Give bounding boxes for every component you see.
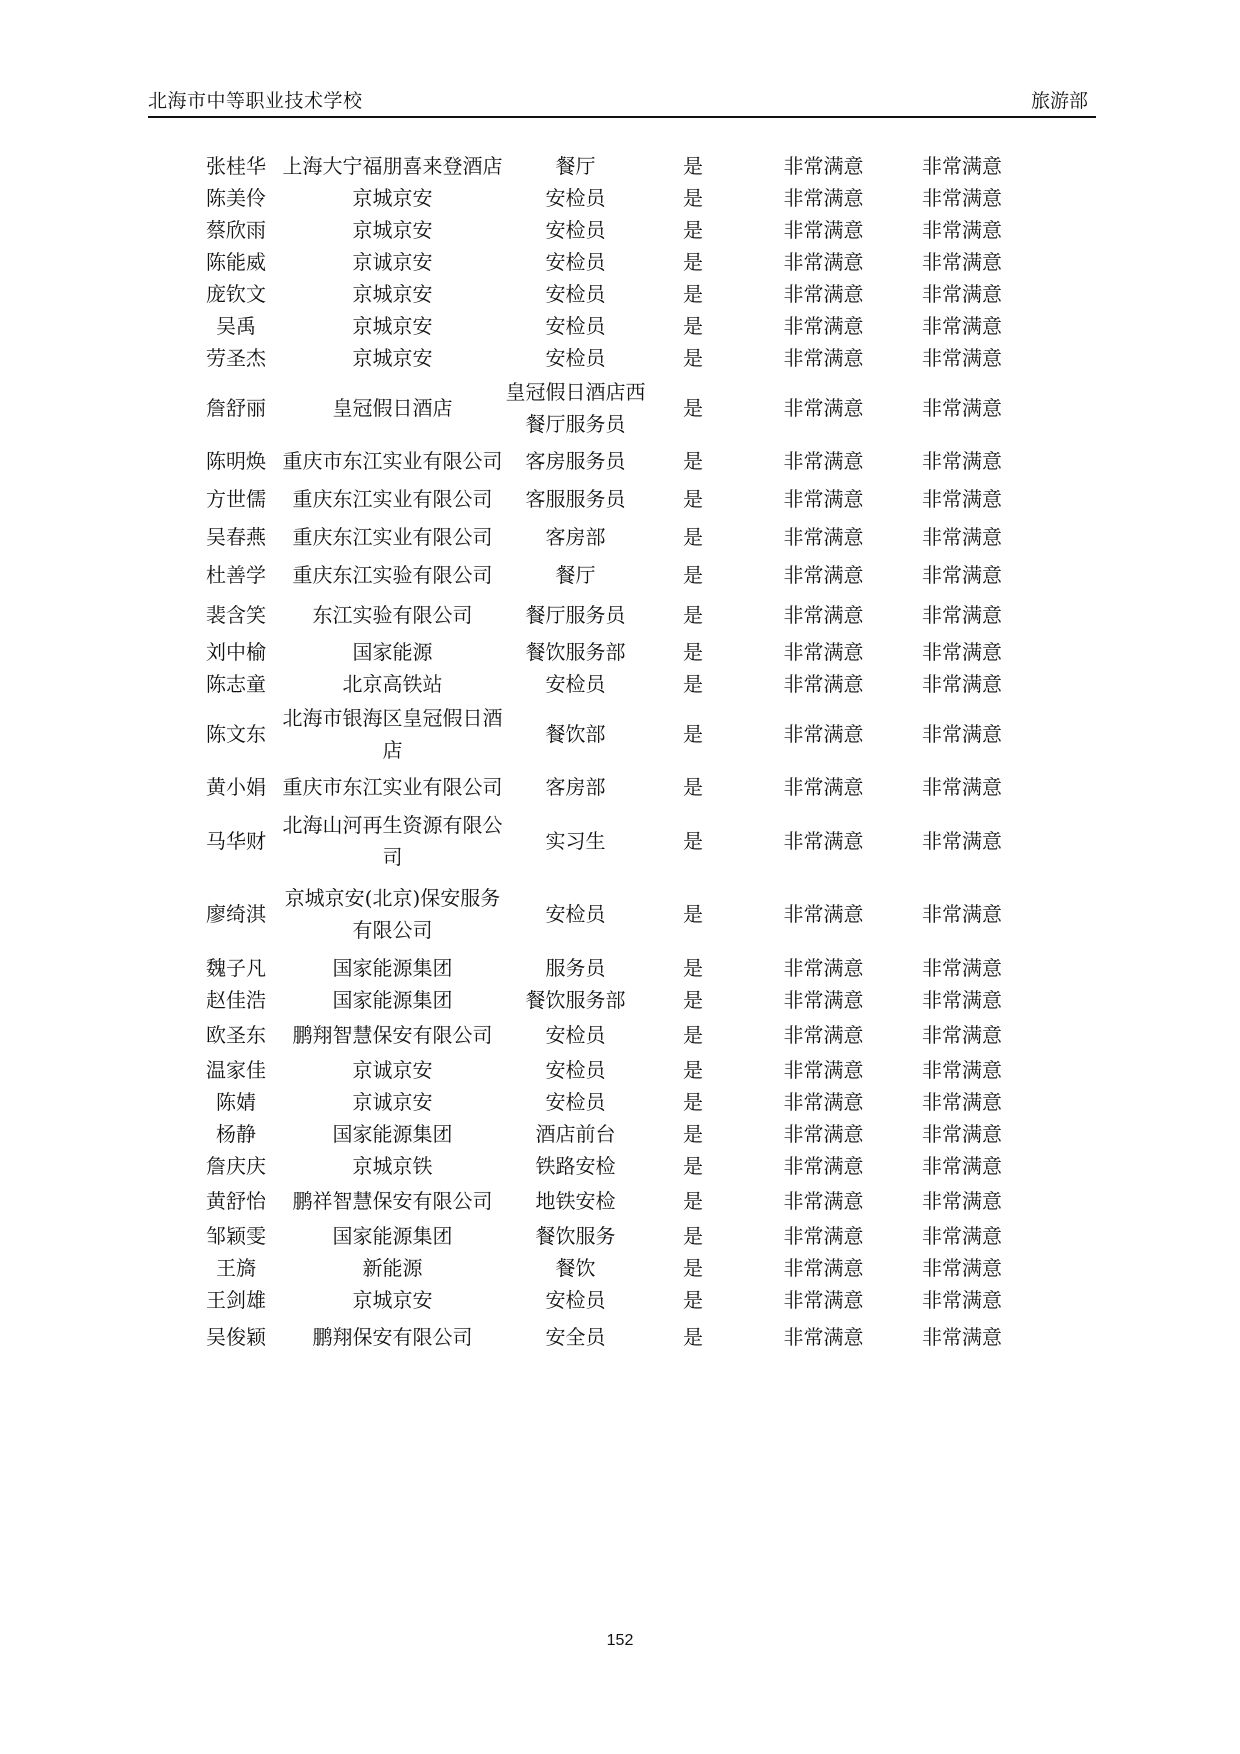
satisfaction-cell: 非常满意 <box>783 449 864 473</box>
position-cell: 安检员 <box>545 902 606 926</box>
satisfaction-cell: 非常满意 <box>922 525 1002 549</box>
table-row <box>190 1182 1015 1220</box>
table-row <box>190 806 1015 876</box>
major-match-cell: 是 <box>683 603 703 627</box>
position-cell: 客房服务员 <box>525 449 626 473</box>
satisfaction-cell: 非常满意 <box>922 487 1002 511</box>
major-match-cell: 是 <box>683 1058 703 1082</box>
company-cell: 京诚京安 <box>352 1058 433 1082</box>
name-cell: 陈美伶 <box>206 186 266 210</box>
satisfaction-cell: 非常满意 <box>783 603 864 627</box>
position-cell: 客房部 <box>545 775 606 799</box>
satisfaction-cell: 非常满意 <box>922 346 1002 370</box>
major-match-cell: 是 <box>683 902 703 926</box>
position-cell: 安检员 <box>545 218 606 242</box>
table-row <box>190 636 1015 668</box>
satisfaction-cell: 非常满意 <box>783 154 864 178</box>
table-row <box>190 594 1015 636</box>
table-row <box>190 374 1015 442</box>
satisfaction-cell: 非常满意 <box>922 672 1002 696</box>
company-cell: 国家能源集团 <box>332 988 453 1012</box>
major-match-cell: 是 <box>683 525 703 549</box>
name-cell: 吴春燕 <box>206 525 266 549</box>
major-match-cell: 是 <box>683 775 703 799</box>
position-cell: 安检员 <box>545 1288 606 1312</box>
position-cell: 地铁安检 <box>535 1189 616 1213</box>
satisfaction-cell: 非常满意 <box>783 250 864 274</box>
satisfaction-cell: 非常满意 <box>783 525 864 549</box>
position-cell: 安检员 <box>545 1023 606 1047</box>
table-row <box>190 1054 1015 1086</box>
table-row <box>190 278 1015 310</box>
table-row <box>190 182 1015 214</box>
table-row <box>190 246 1015 278</box>
satisfaction-cell: 非常满意 <box>922 563 1002 587</box>
company-cell: 重庆市东江实业有限公司 <box>282 449 503 473</box>
satisfaction-cell: 非常满意 <box>922 1090 1002 1114</box>
company-cell: 国家能源集团 <box>332 1224 453 1248</box>
company-cell: 京城京安 <box>352 314 433 338</box>
major-match-cell: 是 <box>683 282 703 306</box>
position-cell: 安检员 <box>545 1058 606 1082</box>
position-cell: 安检员 <box>545 346 606 370</box>
company-cell: 新能源 <box>362 1256 423 1280</box>
position-cell: 餐厅 <box>555 154 596 178</box>
satisfaction-cell: 非常满意 <box>922 722 1002 746</box>
company-cell: 京城京安 <box>352 346 433 370</box>
name-cell: 吴禹 <box>216 314 256 338</box>
table-row <box>190 1086 1015 1118</box>
company-cell: 鹏翔智慧保安有限公司 <box>292 1023 493 1047</box>
company-cell: 京城京安 <box>352 282 433 306</box>
name-cell: 陈志童 <box>206 672 266 696</box>
position-cell: 餐饮部 <box>545 722 606 746</box>
table-row <box>190 342 1015 374</box>
company-cell: 京诚京安 <box>352 1090 433 1114</box>
page-number: 152 <box>606 1632 634 1649</box>
position-cell: 安检员 <box>545 314 606 338</box>
major-match-cell: 是 <box>683 1224 703 1248</box>
name-cell: 杜善学 <box>206 563 266 587</box>
position-cell: 安检员 <box>545 672 606 696</box>
company-cell: 上海大宁福朋喜来登酒店 <box>282 154 503 178</box>
satisfaction-cell: 非常满意 <box>783 487 864 511</box>
name-cell: 马华财 <box>206 829 266 853</box>
name-cell: 裴含笑 <box>206 603 266 627</box>
name-cell: 黄小娟 <box>206 775 266 799</box>
company-cell: 东江实验有限公司 <box>312 603 473 627</box>
satisfaction-cell: 非常满意 <box>783 346 864 370</box>
name-cell: 温家佳 <box>206 1058 266 1082</box>
major-match-cell: 是 <box>683 829 703 853</box>
table-row <box>190 518 1015 556</box>
name-cell: 詹舒丽 <box>206 396 266 420</box>
name-cell: 魏子凡 <box>206 956 266 980</box>
satisfaction-cell: 非常满意 <box>783 672 864 696</box>
position-cell: 安全员 <box>545 1325 606 1349</box>
major-match-cell: 是 <box>683 722 703 746</box>
graduate-employment-table <box>190 150 1015 1358</box>
satisfaction-cell: 非常满意 <box>922 1288 1002 1312</box>
name-cell: 王剑雄 <box>206 1288 266 1312</box>
name-cell: 邹颖雯 <box>206 1224 266 1248</box>
satisfaction-cell: 非常满意 <box>783 563 864 587</box>
major-match-cell: 是 <box>683 250 703 274</box>
position-cell: 餐饮 <box>555 1256 596 1280</box>
major-match-cell: 是 <box>683 1122 703 1146</box>
company-cell: 北海山河再生资源有限公司 <box>282 813 503 869</box>
name-cell: 陈能威 <box>206 250 266 274</box>
major-match-cell: 是 <box>683 988 703 1012</box>
department-name: 旅游部 <box>1030 90 1088 112</box>
name-cell: 吴俊颖 <box>206 1325 266 1349</box>
position-cell: 酒店前台 <box>535 1122 616 1146</box>
satisfaction-cell: 非常满意 <box>922 396 1002 420</box>
position-cell: 安检员 <box>545 186 606 210</box>
satisfaction-cell: 非常满意 <box>922 603 1002 627</box>
major-match-cell: 是 <box>683 956 703 980</box>
satisfaction-cell: 非常满意 <box>922 775 1002 799</box>
major-match-cell: 是 <box>683 218 703 242</box>
position-cell: 安检员 <box>545 1090 606 1114</box>
table-row <box>190 952 1015 984</box>
company-cell: 皇冠假日酒店 <box>332 396 453 420</box>
position-cell: 实习生 <box>545 829 606 853</box>
major-match-cell: 是 <box>683 1189 703 1213</box>
satisfaction-cell: 非常满意 <box>922 1325 1002 1349</box>
table-row <box>190 1284 1015 1316</box>
major-match-cell: 是 <box>683 186 703 210</box>
satisfaction-cell: 非常满意 <box>922 988 1002 1012</box>
satisfaction-cell: 非常满意 <box>783 1325 864 1349</box>
satisfaction-cell: 非常满意 <box>922 218 1002 242</box>
name-cell: 陈文东 <box>206 722 266 746</box>
satisfaction-cell: 非常满意 <box>783 956 864 980</box>
satisfaction-cell: 非常满意 <box>783 186 864 210</box>
satisfaction-cell: 非常满意 <box>922 186 1002 210</box>
satisfaction-cell: 非常满意 <box>783 1224 864 1248</box>
company-cell: 北海市银海区皇冠假日酒店 <box>282 706 503 762</box>
satisfaction-cell: 非常满意 <box>783 722 864 746</box>
satisfaction-cell: 非常满意 <box>922 902 1002 926</box>
satisfaction-cell: 非常满意 <box>922 1023 1002 1047</box>
major-match-cell: 是 <box>683 563 703 587</box>
satisfaction-cell: 非常满意 <box>922 829 1002 853</box>
satisfaction-cell: 非常满意 <box>783 829 864 853</box>
company-cell: 京城京铁 <box>352 1154 433 1178</box>
satisfaction-cell: 非常满意 <box>922 250 1002 274</box>
name-cell: 刘中榆 <box>206 640 266 664</box>
name-cell: 赵佳浩 <box>206 988 266 1012</box>
satisfaction-cell: 非常满意 <box>922 1058 1002 1082</box>
major-match-cell: 是 <box>683 1154 703 1178</box>
satisfaction-cell: 非常满意 <box>783 1189 864 1213</box>
satisfaction-cell: 非常满意 <box>922 1189 1002 1213</box>
satisfaction-cell: 非常满意 <box>783 775 864 799</box>
satisfaction-cell: 非常满意 <box>783 640 864 664</box>
table-row <box>190 310 1015 342</box>
satisfaction-cell: 非常满意 <box>783 218 864 242</box>
position-cell: 客服服务员 <box>525 487 626 511</box>
position-cell: 皇冠假日酒店西餐厅服务员 <box>505 380 646 436</box>
satisfaction-cell: 非常满意 <box>783 902 864 926</box>
table-row <box>190 442 1015 480</box>
company-cell: 京城京安 <box>352 1288 433 1312</box>
name-cell: 杨静 <box>216 1122 256 1146</box>
satisfaction-cell: 非常满意 <box>783 1154 864 1178</box>
company-cell: 国家能源 <box>352 640 433 664</box>
table-row <box>190 214 1015 246</box>
major-match-cell: 是 <box>683 314 703 338</box>
position-cell: 餐饮服务部 <box>525 988 626 1012</box>
name-cell: 庞钦文 <box>206 282 266 306</box>
table-row <box>190 1016 1015 1054</box>
name-cell: 王旖 <box>216 1256 256 1280</box>
major-match-cell: 是 <box>683 1023 703 1047</box>
major-match-cell: 是 <box>683 346 703 370</box>
satisfaction-cell: 非常满意 <box>783 1256 864 1280</box>
name-cell: 张桂华 <box>206 154 266 178</box>
major-match-cell: 是 <box>683 672 703 696</box>
table-row <box>190 556 1015 594</box>
company-cell: 国家能源集团 <box>332 1122 453 1146</box>
satisfaction-cell: 非常满意 <box>922 282 1002 306</box>
major-match-cell: 是 <box>683 487 703 511</box>
position-cell: 服务员 <box>545 956 606 980</box>
position-cell: 餐饮服务 <box>535 1224 616 1248</box>
company-cell: 京城京安(北京)保安服务有限公司 <box>284 886 501 942</box>
table-row <box>190 668 1015 700</box>
name-cell: 廖绮淇 <box>206 902 266 926</box>
satisfaction-cell: 非常满意 <box>783 396 864 420</box>
satisfaction-cell: 非常满意 <box>922 956 1002 980</box>
page-header <box>148 84 1096 118</box>
major-match-cell: 是 <box>683 1288 703 1312</box>
satisfaction-cell: 非常满意 <box>922 1122 1002 1146</box>
company-cell: 京城京安 <box>352 218 433 242</box>
position-cell: 餐饮服务部 <box>525 640 626 664</box>
major-match-cell: 是 <box>683 1256 703 1280</box>
satisfaction-cell: 非常满意 <box>783 1288 864 1312</box>
satisfaction-cell: 非常满意 <box>922 314 1002 338</box>
satisfaction-cell: 非常满意 <box>922 1224 1002 1248</box>
table-row <box>190 876 1015 952</box>
satisfaction-cell: 非常满意 <box>783 1090 864 1114</box>
position-cell: 安检员 <box>545 250 606 274</box>
company-cell: 国家能源集团 <box>332 956 453 980</box>
table-row <box>190 1150 1015 1182</box>
table-row <box>190 1252 1015 1284</box>
company-cell: 重庆东江实验有限公司 <box>292 563 493 587</box>
table-row <box>190 984 1015 1016</box>
major-match-cell: 是 <box>683 396 703 420</box>
name-cell: 詹庆庆 <box>206 1154 266 1178</box>
name-cell: 黄舒怡 <box>206 1189 266 1213</box>
satisfaction-cell: 非常满意 <box>783 314 864 338</box>
major-match-cell: 是 <box>683 640 703 664</box>
satisfaction-cell: 非常满意 <box>783 1122 864 1146</box>
name-cell: 陈婧 <box>216 1090 256 1114</box>
satisfaction-cell: 非常满意 <box>922 449 1002 473</box>
table-row <box>190 1118 1015 1150</box>
company-cell: 重庆东江实业有限公司 <box>292 525 493 549</box>
satisfaction-cell: 非常满意 <box>922 1256 1002 1280</box>
company-cell: 鹏翔保安有限公司 <box>312 1325 473 1349</box>
company-cell: 京城京安 <box>352 186 433 210</box>
satisfaction-cell: 非常满意 <box>922 1154 1002 1178</box>
table-row <box>190 150 1015 182</box>
name-cell: 欧圣东 <box>206 1023 266 1047</box>
major-match-cell: 是 <box>683 449 703 473</box>
major-match-cell: 是 <box>683 154 703 178</box>
position-cell: 安检员 <box>545 282 606 306</box>
major-match-cell: 是 <box>683 1090 703 1114</box>
table-row <box>190 768 1015 806</box>
table-row <box>190 480 1015 518</box>
position-cell: 餐厅服务员 <box>525 603 626 627</box>
name-cell: 蔡欣雨 <box>206 218 266 242</box>
company-cell: 重庆市东江实业有限公司 <box>282 775 503 799</box>
satisfaction-cell: 非常满意 <box>783 1023 864 1047</box>
name-cell: 方世儒 <box>206 487 266 511</box>
position-cell: 餐厅 <box>555 563 596 587</box>
school-name: 北海市中等职业技术学校 <box>148 90 363 112</box>
table-row <box>190 1316 1015 1358</box>
satisfaction-cell: 非常满意 <box>922 640 1002 664</box>
major-match-cell: 是 <box>683 1325 703 1349</box>
table-row <box>190 1220 1015 1252</box>
table-row <box>190 700 1015 768</box>
company-cell: 重庆东江实业有限公司 <box>292 487 493 511</box>
table-body <box>190 150 1015 1358</box>
company-cell: 京诚京安 <box>352 250 433 274</box>
name-cell: 陈明焕 <box>206 449 266 473</box>
satisfaction-cell: 非常满意 <box>783 282 864 306</box>
name-cell: 劳圣杰 <box>206 346 266 370</box>
satisfaction-cell: 非常满意 <box>922 154 1002 178</box>
satisfaction-cell: 非常满意 <box>783 988 864 1012</box>
company-cell: 鹏祥智慧保安有限公司 <box>292 1189 493 1213</box>
satisfaction-cell: 非常满意 <box>783 1058 864 1082</box>
position-cell: 铁路安检 <box>535 1154 616 1178</box>
position-cell: 客房部 <box>545 525 606 549</box>
company-cell: 北京高铁站 <box>342 672 443 696</box>
